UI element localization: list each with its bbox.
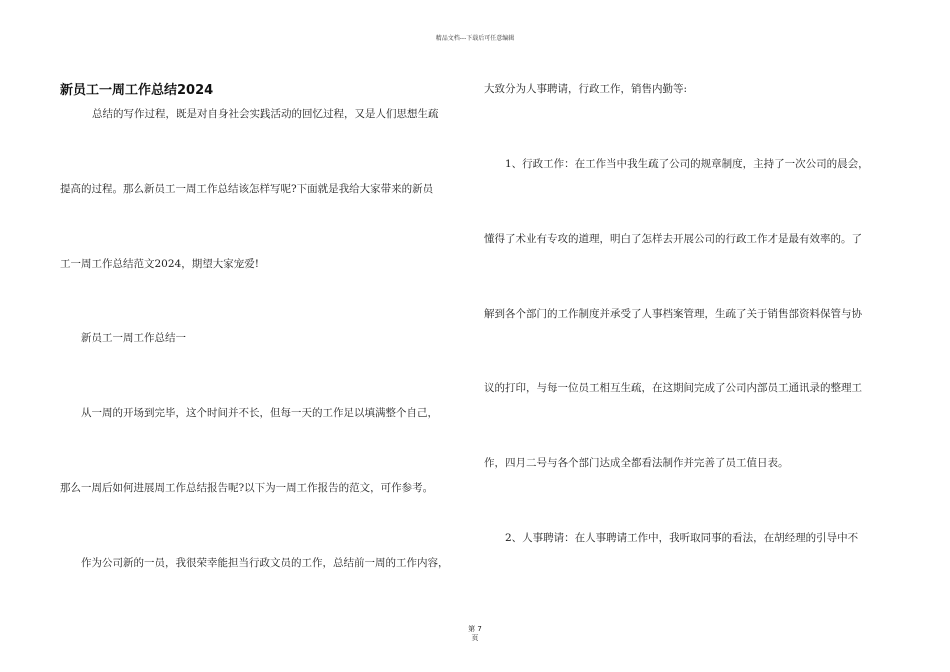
header-note: 精品文档---下载后可任意编辑 — [435, 35, 515, 42]
page-number — [465, 625, 485, 643]
left-paragraph-line: 提高的过程。那么新员工一周工作总结该怎样写呢?下面就是我给大家带来的新员 — [60, 183, 434, 195]
page-number-line1: 第 7 — [468, 625, 482, 633]
document-title: 新员工一周工作总结2024 — [60, 83, 214, 98]
left-paragraph-line: 工一周工作总结范文2024，期望大家宠爱! — [60, 258, 259, 270]
right-paragraph-line: 1、行政工作：在工作当中我生疏了公司的规章制度，主持了一次公司的晨会， — [505, 158, 869, 170]
right-paragraph-line: 议的打印，与每一位员工相互生疏，在这期间完成了公司内部员工通讯录的整理工 — [484, 382, 862, 394]
right-paragraph-line: 懂得了术业有专攻的道理，明白了怎样去开展公司的行政工作才是最有效率的。了 — [484, 233, 862, 245]
page-number-line2: 页 — [471, 634, 479, 642]
right-paragraph-line: 解到各个部门的工作制度并承受了人事档案管理，生疏了关于销售部资料保管与协 — [484, 308, 862, 320]
left-paragraph-line: 作为公司新的一员，我很荣幸能担当行政文员的工作，总结前一周的工作内容， — [81, 557, 449, 569]
left-section-heading: 新员工一周工作总结一 — [81, 332, 186, 344]
right-paragraph-line: 大致分为人事聘请，行政工作，销售内勤等: — [484, 83, 688, 95]
right-paragraph-line: 作，四月二号与各个部门达成全都看法制作并完善了员工值日表。 — [484, 457, 789, 469]
right-paragraph-line: 2、人事聘请：在人事聘请工作中，我听取同事的看法，在胡经理的引导中不 — [505, 532, 859, 544]
left-paragraph-line: 总结的写作过程，既是对自身社会实践活动的回忆过程，又是人们思想生疏 — [92, 108, 439, 120]
left-paragraph-line: 从一周的开场到完毕，这个时间并不长，但每一天的工作足以填满整个自己， — [81, 407, 438, 419]
left-paragraph-line: 那么一周后如何进展周工作总结报告呢?以下为一周工作报告的范文，可作参考。 — [60, 482, 434, 494]
